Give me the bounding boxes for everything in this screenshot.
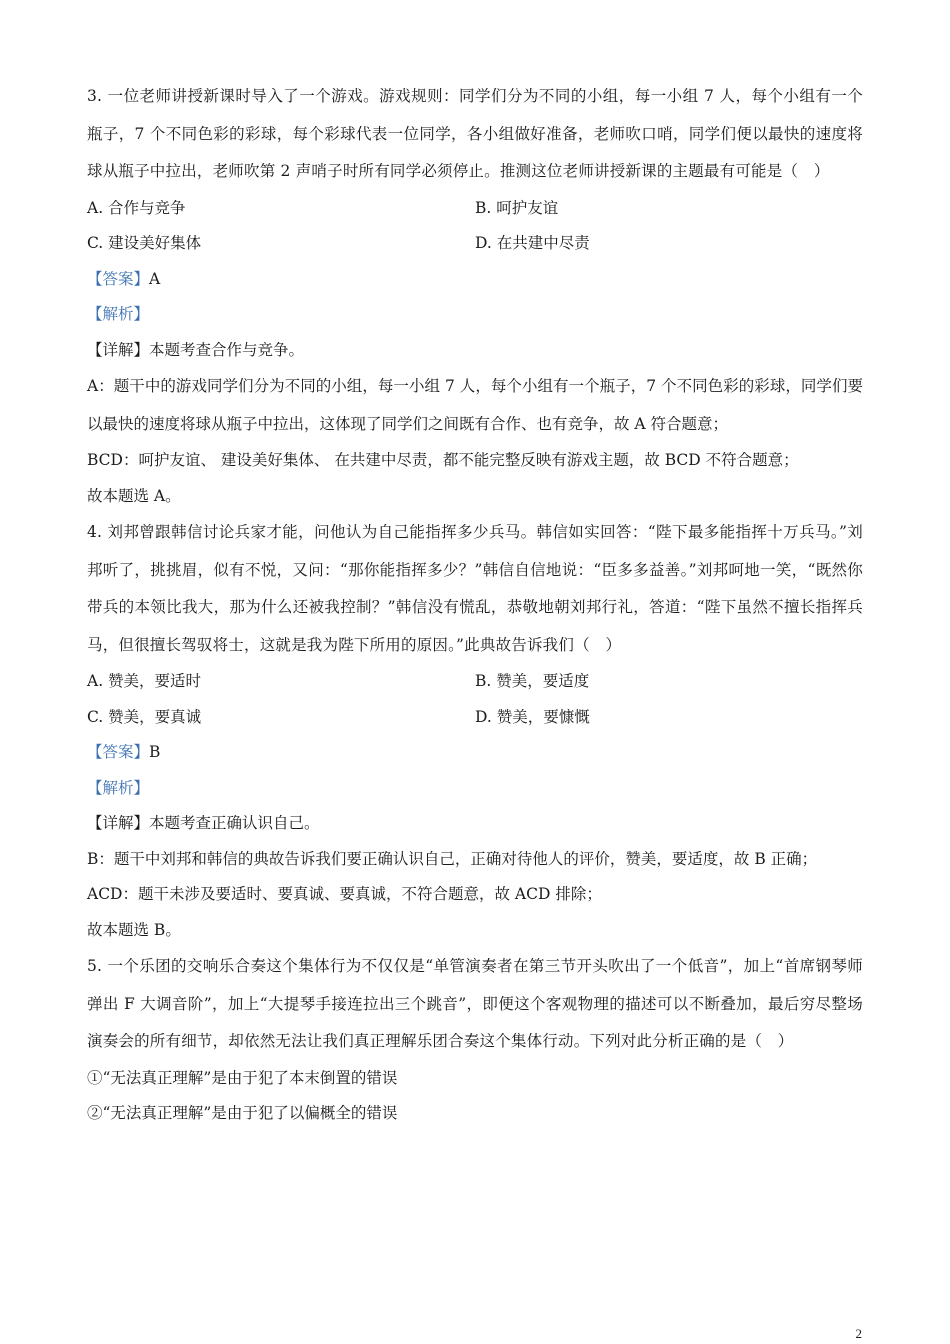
question-3-option-d: D. 在共建中尽责 bbox=[475, 234, 590, 252]
question-5-item-1: ①“无法真正理解”是由于犯了本末倒置的错误 bbox=[87, 1068, 398, 1087]
answer-label: 【答案】 bbox=[87, 269, 150, 288]
question-4-option-d: D. 赞美，要慷慨 bbox=[475, 707, 590, 726]
question-5-stem: 5. 一个乐团的交响乐合奏这个集体行为不仅仅是“单管演奏者在第三节开头吹出了一个低音”，加上“首席钢琴师弹出 F 大调音阶”，加上“大提琴手接连拉出三个跳音”，即便这个客观物理的描述可以不断叠加，最后穷尽整场演奏会的所有细节，却依然无法让我们真正理解乐团合奏这个集体行动。下列对此分析正确的是（ ） bbox=[87, 957, 863, 1050]
question-4-stem: 4. 刘邦曾跟韩信讨论兵家才能，问他认为自己能指挥多少兵马。韩信如实回答：“陛下最多能指挥十万兵马。”刘邦听了，挑挑眉，似有不悦，又问：“那你能指挥多少？”韩信自信地说：“臣多多益善。”刘邦呵地一笑，“既然你带兵的本领比我大，那为什么还被我控制？”韩信没有慌乱，恭敬地朝刘邦行礼，答道：“陛下虽然不擅长指挥兵马，但很擅长驾驭将士，这就是我为陛下所用的原因。”此典故告诉我们（ ） bbox=[87, 523, 863, 654]
question-5-item-2: ②“无法真正理解”是由于犯了以偏概全的错误 bbox=[87, 1104, 398, 1122]
question-4-explanation-2: ACD：题干未涉及要适时、要真诚、要真诚，不符合题意，故 ACD 排除； bbox=[87, 885, 602, 903]
document-page bbox=[87, 78, 863, 1132]
question-3-detail: 【详解】本题考查合作与竞争。 bbox=[87, 340, 305, 359]
question-3-option-b: B. 呵护友谊 bbox=[475, 198, 559, 217]
question-3-stem: 3. 一位老师讲授新课时导入了一个游戏。游戏规则：同学们分为不同的小组，每一小组 7 人，每个小组有一个瓶子，7 个不同色彩的彩球，每个彩球代表一位同学，各小组做好准备，老师吹口哨，同学们便以最快的速度将球从瓶子中拉出，老师吹第 2 声哨子时所有同学必须停止。推测这位老师讲授新课的主题最有可能是（ ） bbox=[87, 87, 863, 180]
question-4-detail: 【详解】本题考查正确认识自己。 bbox=[87, 814, 320, 832]
question-4-options-row-1 bbox=[87, 664, 863, 700]
question-4-analysis-label: 【解析】 bbox=[87, 778, 150, 797]
question-3-conclusion: 故本题选 A。 bbox=[87, 486, 181, 505]
question-3-options-row-2 bbox=[87, 226, 863, 262]
question-3-explanation-1: A：题干中的游戏同学们分为不同的小组，每一小组 7 人，每个小组有一个瓶子，7 个不同色彩的彩球，同学们要以最快的速度将球从瓶子中拉出，这体现了同学们之间既有合作、也有竞争，故 A 符合题意； bbox=[87, 377, 863, 433]
answer-value: B bbox=[149, 743, 161, 761]
question-4-conclusion: 故本题选 B。 bbox=[87, 920, 181, 939]
answer-value: A bbox=[149, 269, 161, 288]
question-4-option-b: B. 赞美，要适度 bbox=[475, 672, 590, 690]
question-3-options-row-1 bbox=[87, 191, 863, 227]
question-3-option-c: C. 建设美好集体 bbox=[87, 234, 202, 252]
question-3-explanation-2: BCD：呵护友谊、 建设美好集体、 在共建中尽责，都不能完整反映有游戏主题，故 BCD 不符合题意； bbox=[87, 451, 799, 469]
question-4-options-row-2 bbox=[87, 700, 863, 736]
answer-label: 【答案】 bbox=[87, 743, 150, 761]
question-4-answer bbox=[87, 735, 863, 771]
question-3-option-a: A. 合作与竞争 bbox=[87, 198, 186, 217]
question-4-option-a: A. 赞美，要适时 bbox=[87, 672, 202, 690]
page-number: 2 bbox=[855, 1326, 862, 1341]
question-4-explanation-1: B：题干中刘邦和韩信的典故告诉我们要正确认识自己，正确对待他人的评价，赞美，要适度，故 B 正确； bbox=[87, 849, 818, 868]
question-3-answer bbox=[87, 262, 863, 298]
question-3-analysis-label: 【解析】 bbox=[87, 305, 150, 323]
question-4-option-c: C. 赞美，要真诚 bbox=[87, 707, 202, 726]
